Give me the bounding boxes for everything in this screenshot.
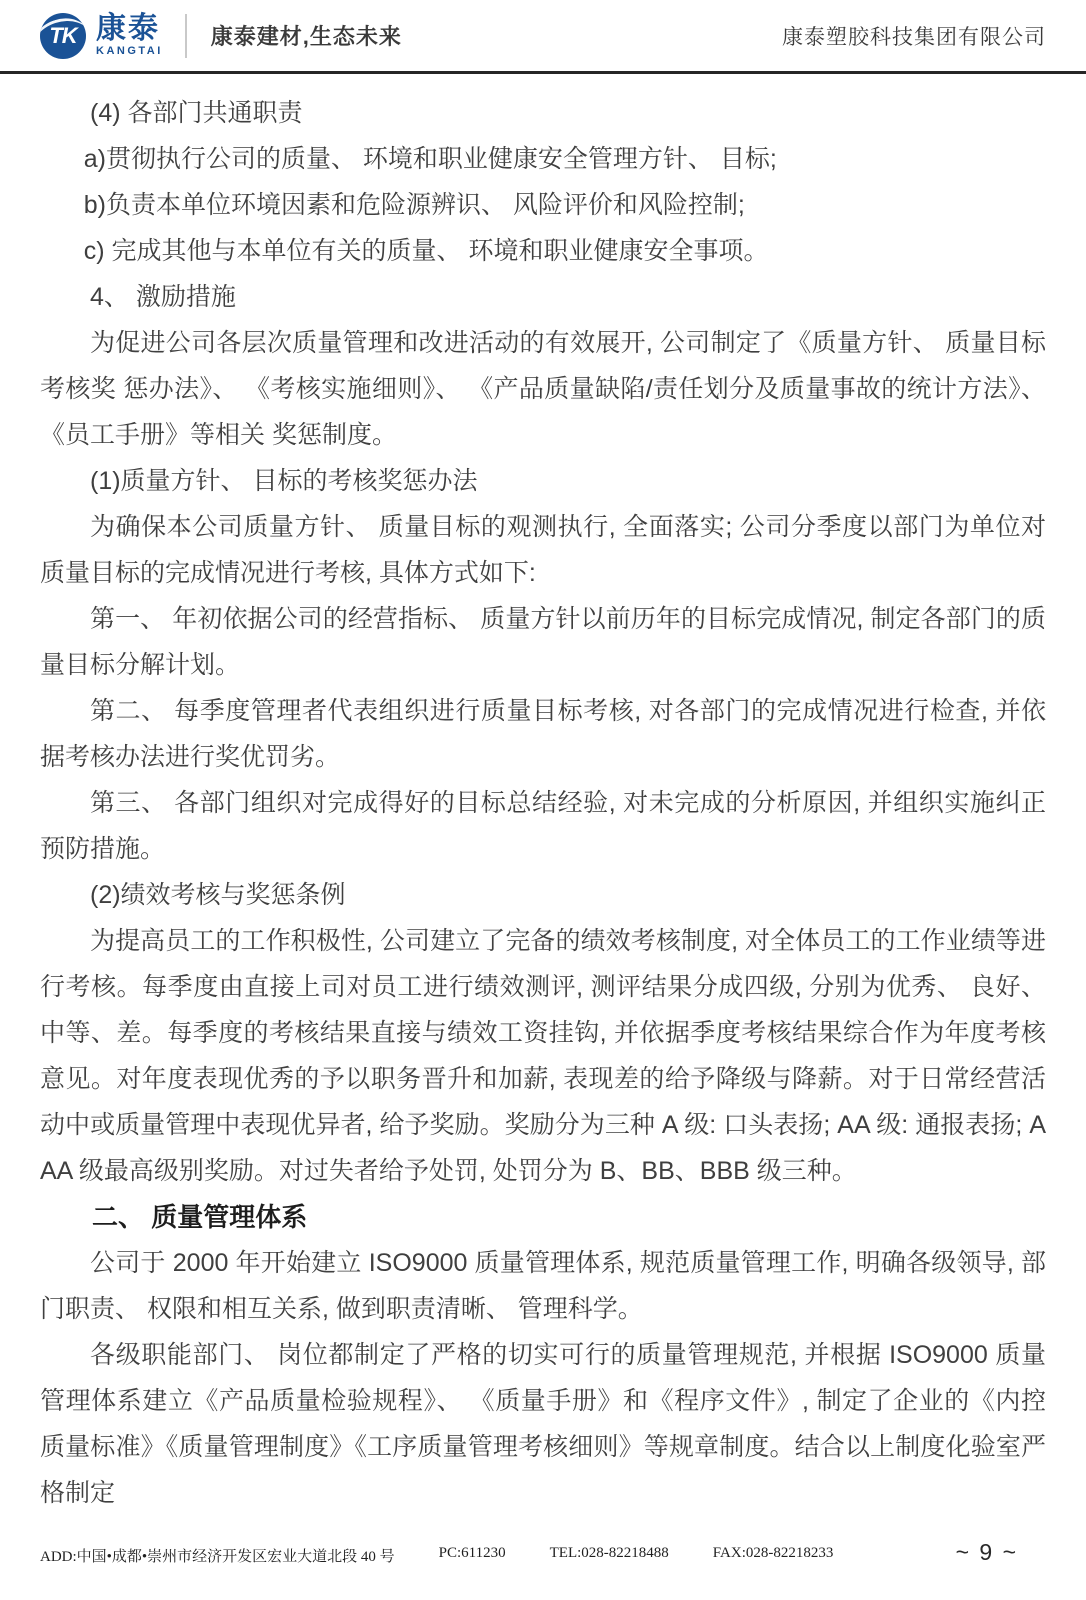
paragraph: 公司于 2000 年开始建立 ISO9000 质量管理体系, 规范质量管理工作, 明确各级领导, 部门职责、 权限和相互关系, 做到职责清晰、 管理科学。 — [40, 1249, 1046, 1323]
paragraph: 第三、 各部门组织对完成得好的目标总结经验, 对未完成的分析原因, 并组织实施纠正预防措施。 — [40, 789, 1046, 863]
footer-tel: TEL:028-82218488 — [549, 1545, 669, 1561]
paragraph: (4) 各部门共通职责 — [90, 99, 303, 127]
paragraph: 第一、 年初依据公司的经营指标、 质量方针以前历年的目标完成情况, 制定各部门的质量目标分解计划。 — [40, 605, 1046, 679]
logo-name-cn: 康泰 — [96, 12, 160, 45]
paragraph: (1)质量方针、 目标的考核奖惩办法 — [90, 467, 478, 495]
paragraph: 为确保本公司质量方针、 质量目标的观测执行, 全面落实; 公司分季度以部门为单位对质量目标的完成情况进行考核, 具体方式如下: — [40, 513, 1046, 587]
paragraph: 各级职能部门、 岗位都制定了严格的切实可行的质量管理规范, 并根据 ISO9000 质量管理体系建立《产品质量检验规程》、 《质量手册》和《程序文件》, 制定了企业的《内控质量标准》《质量管理制度》《工序质量管理考核细则》等规章制度。结合以上制度化验室严格制定 — [40, 1341, 1046, 1507]
paragraph: 第二、 每季度管理者代表组织进行质量目标考核, 对各部门的完成情况进行检查, 并依据考核办法进行奖优罚劣。 — [40, 697, 1046, 771]
footer-fax: FAX:028-82218233 — [712, 1545, 834, 1561]
paragraph: 为提高员工的工作积极性, 公司建立了完备的绩效考核制度, 对全体员工的工作业绩等进行考核。每季度由直接上司对员工进行绩效测评, 测评结果分成四级, 分别为优秀、 良好、 中等、差。每季度的考核结果直接与绩效工资挂钩, 并依据季度考核结果综合作为年度考核意见。对年度表现优秀的予以职务晋升和加薪, 表现差的给予降级与降薪。对于日常经营活动中或质量管理中表现优异者, 给予奖励。奖励分为三种 A 级: 口头表扬; AA 级: 通报表扬; AAA 级最高级别奖励。对过失者给予处罚, 处罚分为 B、BB、BBB 级三种。 — [40, 927, 1046, 1185]
company-slogan: 康泰建材,生态未来 — [210, 24, 402, 49]
footer-postcode: PC:611230 — [438, 1545, 506, 1561]
paragraph: 为促进公司各层次质量管理和改进活动的有效展开, 公司制定了《质量方针、 质量目标考核奖 惩办法》、 《考核实施细则》、 《产品质量缺陷/责任划分及质量事故的统计方法》、 《员工手册》等相关 奖惩制度。 — [40, 329, 1046, 449]
paragraph: b)负责本单位环境因素和危险源辨识、 风险评价和风险控制; — [83, 191, 745, 219]
document-body — [0, 74, 1086, 1516]
logo-divider — [185, 14, 187, 58]
paragraph: 4、 激励措施 — [90, 283, 236, 311]
paragraph: (2)绩效考核与奖惩条例 — [90, 881, 346, 909]
company-logo — [40, 13, 402, 59]
footer-contact-info — [40, 1545, 833, 1566]
paragraph: a)贯彻执行公司的质量、 环境和职业健康安全管理方针、 目标; — [83, 145, 777, 173]
logo-name-en: KANGTAI — [96, 45, 163, 57]
page-number: ~ 9 ~ — [955, 1539, 1018, 1565]
footer-address: ADD:中国•成都•崇州市经济开发区宏业大道北段 40 号 — [40, 1549, 395, 1565]
paragraph: c) 完成其他与本单位有关的质量、 环境和职业健康安全事项。 — [83, 237, 769, 265]
company-name: 康泰塑胶科技集团有限公司 — [782, 25, 1046, 49]
paragraph: 二、 质量管理体系 — [92, 1202, 308, 1232]
page-header — [0, 0, 1086, 74]
logo-wordmark — [96, 14, 163, 57]
page-footer — [0, 1539, 1086, 1566]
tk-logo-icon: TK — [40, 13, 86, 59]
